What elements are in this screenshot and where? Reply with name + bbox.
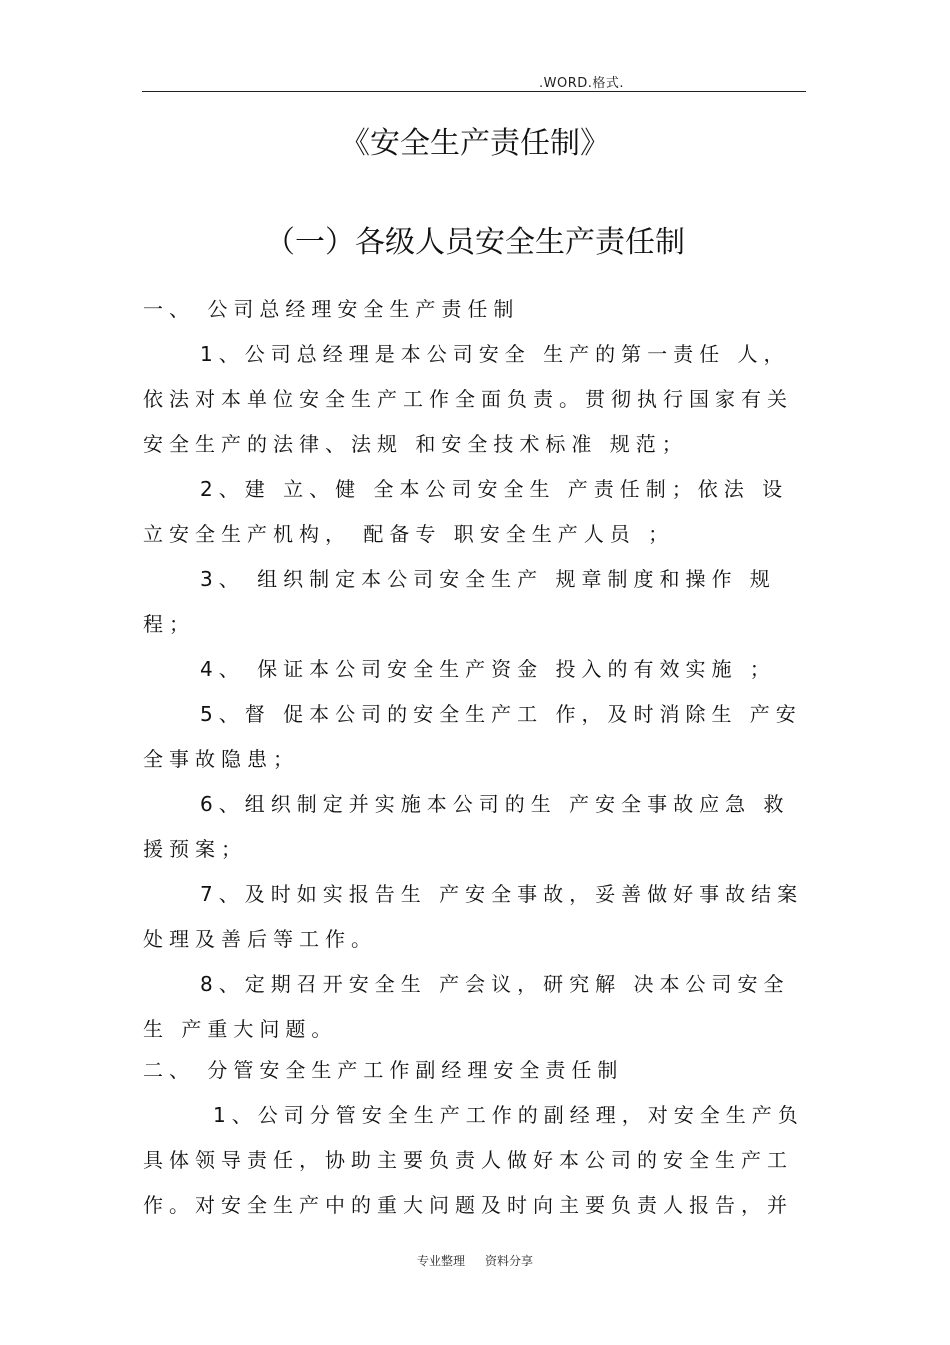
section-1-item: 4、 保证本公司安全生产资金 投入的有效实施 ； (200, 657, 776, 681)
section-1-item: 3、 组织制定本公司安全生产 规章制度和操作 规程； (143, 567, 776, 636)
section-1-item: 5、督 促本公司的安全生产工 作，及时消除生 产安全事故隐患； (143, 702, 802, 771)
footer-right-text: 资料分享 (485, 1254, 534, 1268)
section-1 (143, 287, 805, 1052)
section-2-heading: 二、 分管安全生产工作副经理安全责任制 (143, 1058, 624, 1082)
document-title: 《安全生产责任制》 (340, 126, 610, 161)
section-1-item: 2、建 立、健 全本公司安全生 产责任制；依法 设立安全生产机构， 配备专 职安全生产人员 ； (143, 477, 789, 546)
section-1-item: 8、定期召开安全生 产会议，研究解 决本公司安全生 产重大问题。 (143, 972, 790, 1041)
header-divider (142, 91, 806, 92)
page-footer (0, 1252, 950, 1269)
section-1-item: 6、组织制定并实施本公司的生 产安全事故应急 救援预案； (143, 792, 790, 861)
header-label: .WORD.格式. (538, 76, 624, 91)
section-2-item: 1、公司分管安全生产工作的副经理，对安全生产负具体领导责任，协助主要负责人做好本公司的安全生产工作。对安全生产中的重大问题及时向主要负责人报告，并 (143, 1103, 804, 1217)
document-subtitle: （一）各级人员安全生产责任制 (265, 225, 685, 260)
footer-left-text: 专业整理 (416, 1254, 465, 1268)
section-1-item: 1、公司总经理是本公司安全 生产的第一责任 人，依法对本单位安全生产工作全面负责。贯彻执行国家有关安全生产的法律、法规 和安全技术标准 规范； (143, 342, 793, 456)
section-1-item: 7、及时如实报告生 产安全事故，妥善做好事故结案 处理及善后等工作。 (143, 882, 804, 951)
section-2 (143, 1048, 805, 1228)
section-1-heading: 一、 公司总经理安全生产责任制 (143, 297, 520, 321)
